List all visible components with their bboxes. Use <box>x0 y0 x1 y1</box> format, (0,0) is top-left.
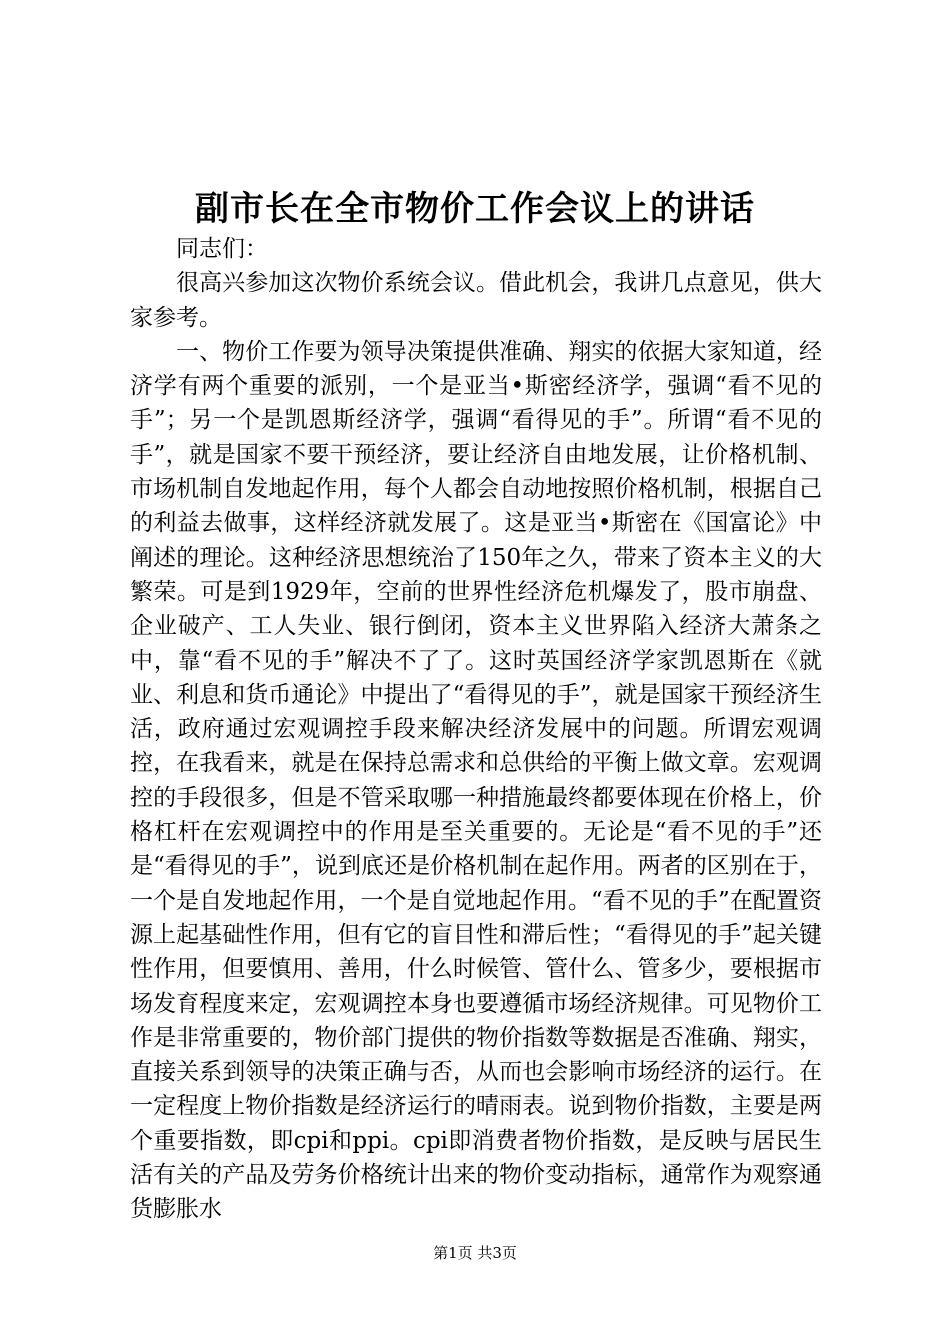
page-footer <box>0 1242 950 1264</box>
section-one-paragraph: 一、物价工作要为领导决策提供准确、翔实的依据大家知道，经济学有两个重要的派别，一个是亚当•斯密经济学，强调“看不见的手”；另一个是凯恩斯经济学，强调“看得见的手”。所谓“看不见的手”，就是国家不要干预经济，要让经济自由地发展，让价格机制、市场机制自发地起作用，每个人都会自动地按照价格机制，根据自己的利益去做事，这样经济就发展了。这是亚当•斯密在《国富论》中阐述的理论。这种经济思想统治了150年之久，带来了资本主义的大繁荣。可是到1929年，空前的世界性经济危机爆发了，股市崩盘、企业破产、工人失业、银行倒闭，资本主义世界陷入经济大萧条之中，靠“看不见的手”解决不了了。这时英国经济学家凯恩斯在《就业、利息和货币通论》中提出了“看得见的手”，就是国家干预经济生活，政府通过宏观调控手段来解决经济发展中的问题。所谓宏观调控，在我看来，就是在保持总需求和总供给的平衡上做文章。宏观调控的手段很多，但是不管采取哪一种措施最终都要体现在价格上，价格杠杆在宏观调控中的作用是至关重要的。无论是“看不见的手”还是“看得见的手”，说到底还是价格机制在起作用。两者的区别在于，一个是自发地起作用，一个是自觉地起作用。“看不见的手”在配置资源上起基础性作用，但有它的盲目性和滞后性；“看得见的手”起关键性作用，但要慎用、善用，什么时候管、管什么、管多少，要根据市场发育程度来定，宏观调控本身也要遵循市场经济规律。可见物价工作是非常重要的，物价部门提供的物价指数等数据是否准确、翔实，直接关系到领导的决策正确与否，从而也会影响市场经济的运行。在一定程度上物价指数是经济运行的晴雨表。说到物价指数，主要是两个重要指数，即cpi和ppi。cpi即消费者物价指数，是反映与居民生活有关的产品及劳务价格统计出来的物价变动指标，通常作为观察通货膨胀水 <box>130 338 822 1223</box>
document-title: 副市长在全市物价工作会议上的讲话 <box>195 189 755 229</box>
document-body <box>130 232 822 1227</box>
page-total: 共3页 <box>477 1244 517 1262</box>
intro-paragraph: 很高兴参加这次物价系统会议。借此机会，我讲几点意见，供大家参考。 <box>130 270 822 331</box>
page-number: 第1页 <box>433 1244 473 1262</box>
salutation-paragraph: 同志们： <box>176 236 268 262</box>
